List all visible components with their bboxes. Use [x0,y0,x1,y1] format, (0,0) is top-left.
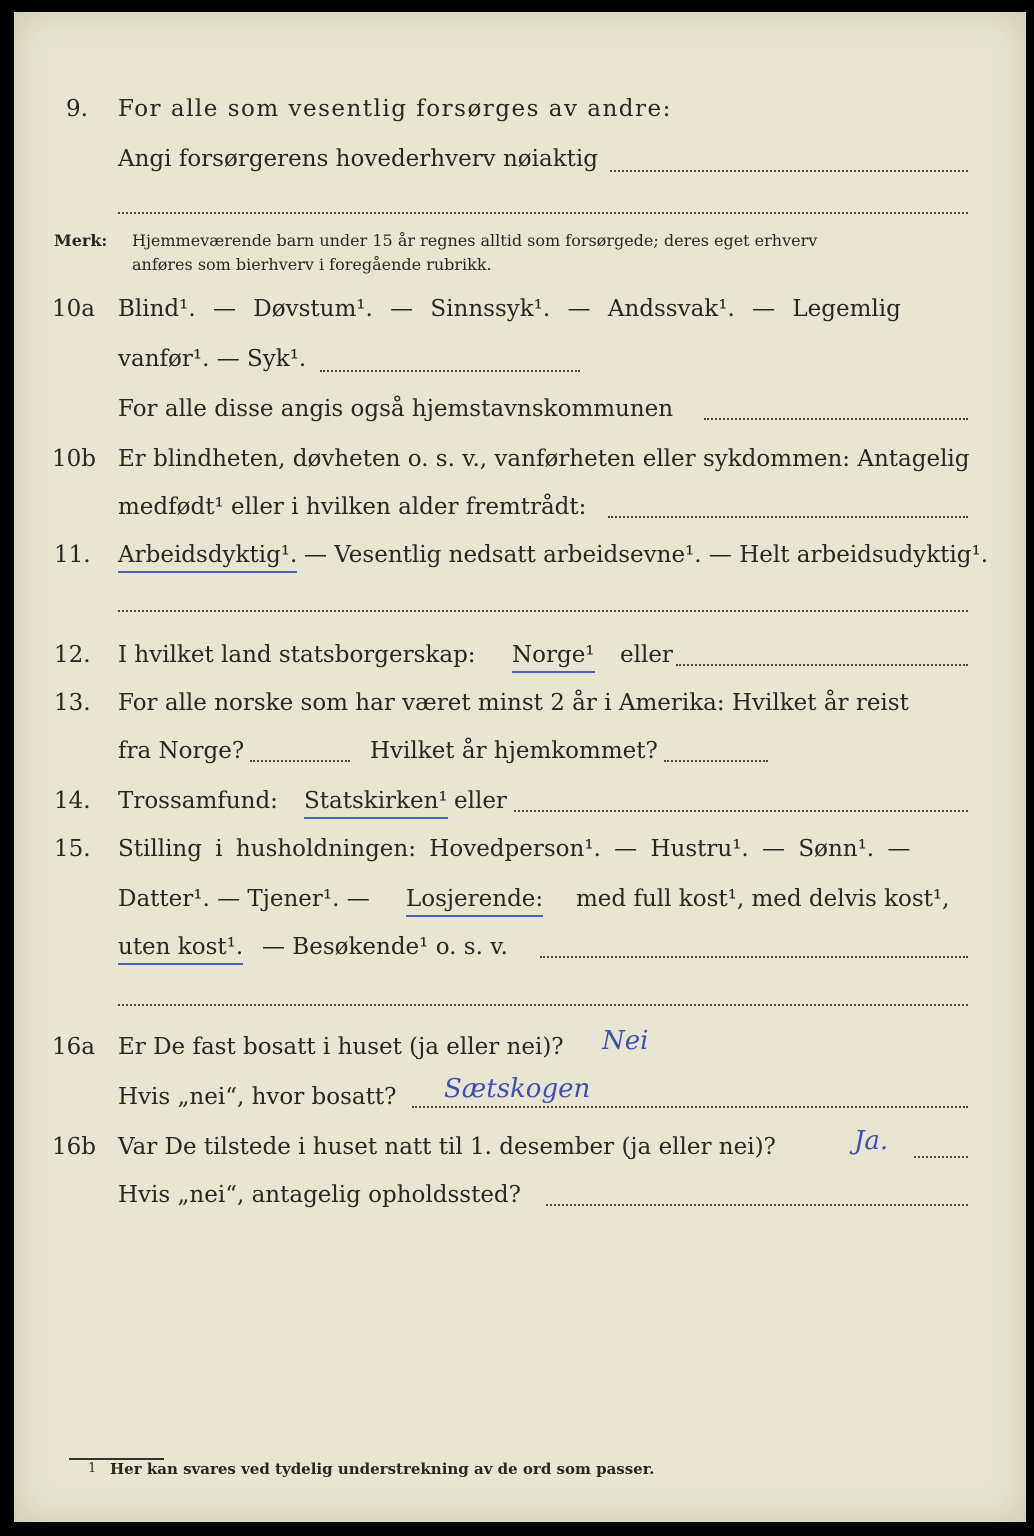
q10b-line2: medfødt¹ eller i hvilken alder fremtrådt: [118,494,587,520]
q12-answer-line [676,664,968,666]
q15-option-losjerende: Losjerende: [406,884,543,917]
q16b-answer-line [914,1156,968,1158]
q16a-bosatt-line [412,1106,968,1108]
q14-answer-line [514,810,968,812]
q12-eller: eller [620,642,673,668]
q15-option-uten-kost: uten kost¹. [118,932,243,965]
q16a-handwritten-bosatt: Sætskogen [444,1074,591,1104]
q14-prompt: Trossamfund: [118,788,278,814]
q15-answer-line [540,956,968,958]
item-number-13: 13. [54,690,91,716]
item-number-11: 11. [54,542,91,568]
merk-line1: Hjemmeværende barn under 15 år regnes alltid som forsørgede; deres eget erhverv [132,231,818,250]
merk-label: Merk: [54,231,108,250]
q10b-answer-line [608,516,968,518]
q10a-line3: For alle disse angis også hjemstavnskommunen [118,396,674,422]
item-number-15: 15. [54,836,91,862]
q9-line2: Angi forsørgerens hovederhverv nøiaktig [118,146,598,172]
footnote-mark: 1 [88,1461,97,1476]
item-number-10b: 10b [52,446,96,472]
q15-line2a: Datter¹. — Tjener¹. — [118,886,370,912]
q15-line2c: med full kost¹, med delvis kost¹, [576,886,950,912]
item-number-14: 14. [54,788,91,814]
merk-line2: anføres som bierhverv i foregående rubrikk. [132,255,492,274]
q13-line2a: fra Norge? [118,738,245,764]
census-form-page [14,12,1026,1522]
q14-eller: eller [454,788,507,814]
q13-line2b: Hvilket år hjemkommet? [370,738,658,764]
separator [118,1004,968,1006]
separator [118,212,968,214]
q11-rest: — Vesentlig nedsatt arbeidsevne¹. — Helt arbeidsudyktig¹. [304,542,989,568]
q15-line3b: — Besøkende¹ o. s. v. [262,934,508,960]
q16b-line1: Var De tilstede i huset natt til 1. desember (ja eller nei)? [118,1134,776,1160]
q14-option-statskirken: Statskirken¹ [304,786,448,819]
item-number-9: 9. [66,96,88,122]
item-number-16b: 16b [52,1134,96,1160]
q16b-opholdssted-line [546,1204,968,1206]
item-number-16a: 16a [52,1034,95,1060]
q15-line1: Stilling i husholdningen: Hovedperson¹. — Hustru¹. — Sønn¹. — [118,836,911,862]
q13-hjemkommet-line [664,760,768,762]
q9-line1: For alle som vesentlig forsørges av andre: [118,96,672,122]
q10a-answer-line [320,370,580,372]
q10a-line2: vanfør¹. — Syk¹. [118,346,307,372]
q16a-line1: Er De fast bosatt i huset (ja eller nei)? [118,1034,564,1060]
q13-line1: For alle norske som har været minst 2 år i Amerika: Hvilket år reist [118,690,909,716]
footnote-text: Her kan svares ved tydelig understrekning av de ord som passer. [110,1460,655,1478]
separator [118,610,968,612]
item-number-10a: 10a [52,296,95,322]
q16b-handwritten-answer: Ja. [854,1126,889,1156]
item-number-12: 12. [54,642,91,668]
q9-answer-line [610,170,968,172]
q16a-line2: Hvis „nei“, hvor bosatt? [118,1084,397,1110]
q11-option-arbeidsdyktig: Arbeidsdyktig¹. [118,540,297,573]
q10b-line1: Er blindheten, døvheten o. s. v., vanførheten eller sykdommen: Antagelig [118,446,970,472]
q16a-handwritten-answer: Nei [602,1026,649,1056]
q10a-line1: Blind¹. — Døvstum¹. — Sinnssyk¹. — Andssvak¹. — Legemlig [118,296,901,322]
q16b-line2: Hvis „nei“, antagelig opholdssted? [118,1182,521,1208]
q12-option-norge: Norge¹ [512,640,595,673]
q12-prompt: I hvilket land statsborgerskap: [118,642,476,668]
q10a-hjemstavn-line [704,418,968,420]
q13-reist-line [250,760,350,762]
